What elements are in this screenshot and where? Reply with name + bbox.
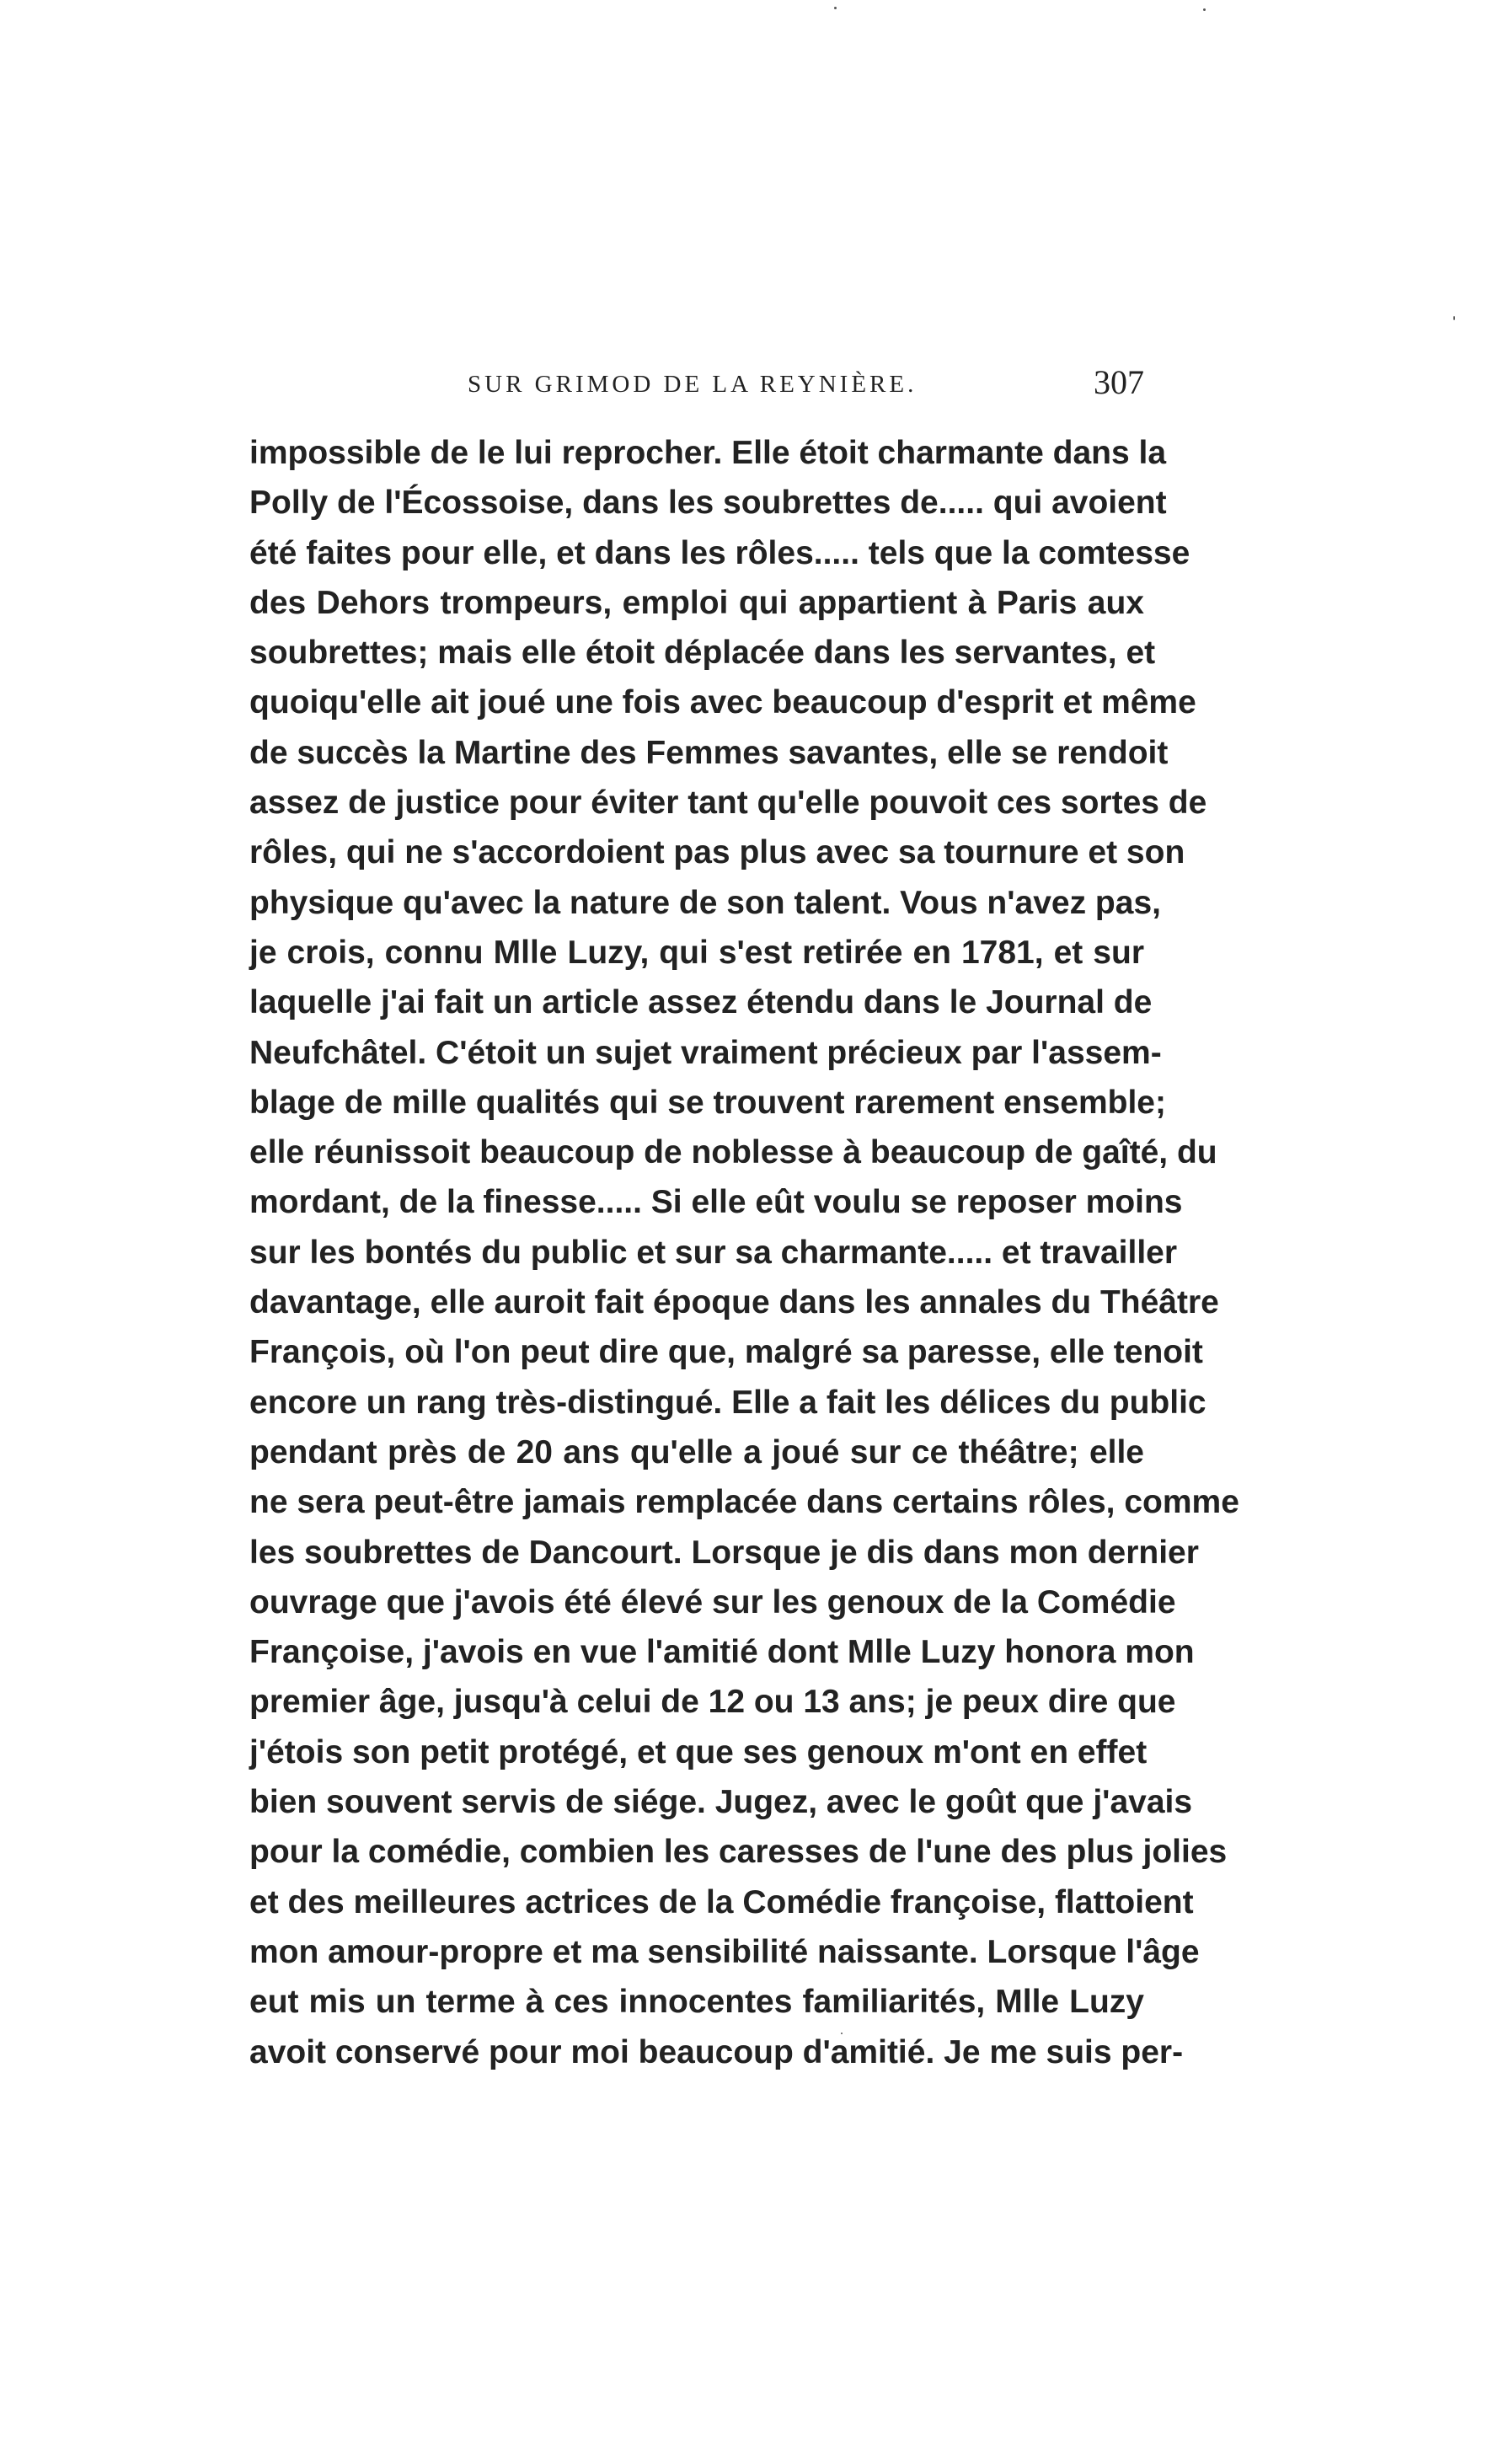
text-line: Polly de l'Écossoise, dans les soubrettes de..... qui avoient <box>249 485 1167 522</box>
text-line: bien souvent servis de siége. Jugez, avec le goût que j'avais <box>249 1784 1193 1821</box>
text-line: ouvrage que j'avois été élevé sur les genoux de la Comédie <box>249 1583 1176 1620</box>
text-line: de succès la Martine des Femmes savantes, elle se rendoit <box>249 734 1169 771</box>
text-line: Neufchâtel. C'étoit un sujet vraiment précieux par l'assem- <box>249 1034 1162 1071</box>
text-line: avoit conservé pour moi beaucoup d'amitié. Je me suis per- <box>249 2033 1184 2070</box>
text-line: je crois, connu Mlle Luzy, qui s'est retirée en 1781, et sur <box>249 934 1144 971</box>
text-line: pour la comédie, combien les caresses de l'une des plus jolies <box>249 1834 1228 1871</box>
text-line: ne sera peut-être jamais remplacée dans certains rôles, comme <box>249 1484 1239 1521</box>
scan-speck <box>841 2033 843 2034</box>
text-line: mon amour-propre et ma sensibilité naissante. Lorsque l'âge <box>249 1933 1200 1970</box>
body-text <box>249 428 1239 2077</box>
text-line: blage de mille qualités qui se trouvent rarement ensemble; <box>249 1084 1166 1121</box>
running-title: SUR GRIMOD DE LA REYNIÈRE. <box>468 371 918 398</box>
text-line: physique qu'avec la nature de son talent. Vous n'avez pas, <box>249 884 1161 921</box>
scan-speck <box>1453 316 1455 320</box>
text-line: laquelle j'ai fait un article assez étendu dans le Journal de <box>249 984 1153 1021</box>
text-line: impossible de le lui reprocher. Elle étoit charmante dans la <box>249 435 1167 471</box>
text-line: premier âge, jusqu'à celui de 12 ou 13 ans; je peux dire que <box>249 1684 1176 1721</box>
text-line: eut mis un terme à ces innocentes familiarités, Mlle Luzy <box>249 1984 1144 2021</box>
text-line: assez de justice pour éviter tant qu'elle pouvoit ces sortes de <box>249 785 1207 822</box>
text-line: été faites pour elle, et dans les rôles..... tels que la comtesse <box>249 534 1190 571</box>
text-line: encore un rang très-distingué. Elle a fait les délices du public <box>249 1384 1206 1421</box>
text-line: soubrettes; mais elle étoit déplacée dans les servantes, et <box>249 635 1156 672</box>
text-line: mordant, de la finesse..... Si elle eût voulu se reposer moins <box>249 1184 1183 1221</box>
text-line: elle réunissoit beaucoup de noblesse à beaucoup de gaîté, du <box>249 1134 1217 1171</box>
text-line: j'étois son petit protégé, et que ses genoux m'ont en effet <box>249 1733 1148 1770</box>
text-line: rôles, qui ne s'accordoient pas plus avec sa tournure et son <box>249 834 1185 871</box>
text-line: pendant près de 20 ans qu'elle a joué sur ce théâtre; elle <box>249 1433 1144 1470</box>
page-number: 307 <box>1094 363 1144 401</box>
text-line: et des meilleures actrices de la Comédie françoise, flattoient <box>249 1883 1194 1920</box>
text-line: davantage, elle auroit fait époque dans les annales du Théâtre <box>249 1284 1219 1321</box>
running-head <box>468 362 1144 413</box>
scan-speck <box>834 7 837 9</box>
text-line: les soubrettes de Dancourt. Lorsque je dis dans mon dernier <box>249 1534 1199 1571</box>
text-line: sur les bontés du public et sur sa charmante..... et travailler <box>249 1234 1178 1271</box>
scan-speck <box>1203 8 1206 11</box>
text-line: des Dehors trompeurs, emploi qui appartient à Paris aux <box>249 584 1144 621</box>
text-line: Françoise, j'avois en vue l'amitié dont Mlle Luzy honora mon <box>249 1634 1195 1671</box>
text-line: quoiqu'elle ait joué une fois avec beaucoup d'esprit et même <box>249 684 1196 721</box>
text-line: François, où l'on peut dire que, malgré sa paresse, elle tenoit <box>249 1334 1203 1371</box>
